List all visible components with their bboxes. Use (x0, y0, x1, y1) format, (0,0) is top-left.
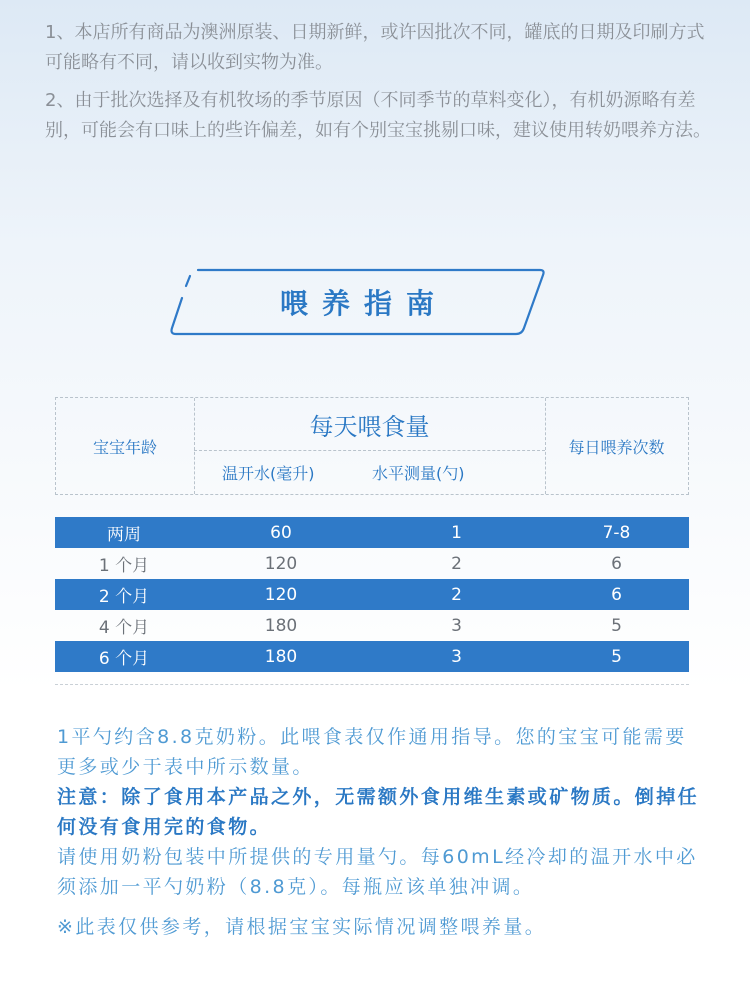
table-body (55, 517, 689, 672)
cell-water: 120 (264, 584, 298, 605)
cell-age: 4 个月 (98, 618, 150, 638)
product-notes (45, 18, 715, 154)
cell-scoops: 2 (451, 553, 462, 574)
cell-times: 5 (611, 646, 622, 667)
note-2: 2、由于批次选择及有机牧场的季节原因（不同季节的草料变化），有机奶源略有差别，可能会有口味上的些许偏差，如有个别宝宝挑剔口味，建议使用转奶喂养方法。 (45, 90, 711, 141)
header-feeding-times: 每日喂养次数 (568, 437, 665, 457)
cell-scoops: 1 (451, 522, 462, 543)
cell-age: 1 个月 (98, 556, 150, 576)
table-row (55, 517, 689, 548)
cell-age: 两周 (107, 525, 141, 545)
cell-scoops: 2 (451, 584, 462, 605)
feeding-instructions (57, 722, 707, 942)
reference-note: ※此表仅供参考，请根据宝宝实际情况调整喂养量。 (57, 916, 547, 938)
cell-times: 5 (611, 615, 622, 636)
cell-water: 180 (264, 615, 298, 636)
warning-text: 注意：除了食用本产品之外，无需额外食用维生素或矿物质。倒掉任何没有食用完的食物。 (57, 786, 700, 838)
table-row (55, 641, 689, 672)
header-water: 温开水(毫升) (222, 463, 315, 483)
note-1: 1、本店所有商品为澳洲原装、日期新鲜，或许因批次不同，罐底的日期及印刷方式可能略有不同，请以收到实物为准。 (45, 22, 705, 73)
cell-scoops: 3 (451, 646, 462, 667)
cell-water: 120 (264, 553, 298, 574)
cell-times: 7-8 (602, 522, 631, 543)
cell-water: 60 (270, 522, 292, 543)
table-row (55, 548, 689, 579)
feeding-guide-banner (168, 268, 546, 336)
header-age: 宝宝年龄 (56, 398, 195, 494)
divider (55, 684, 689, 685)
preparation-instruction: 请使用奶粉包装中所提供的专用量勺。每60mL经冷却的温开水中必须添加一平勺奶粉（8.8克）。每瓶应该单独冲调。 (57, 846, 698, 898)
header-daily-group (194, 398, 546, 494)
header-daily-amount: 每天喂食量 (194, 398, 545, 451)
table-row (55, 579, 689, 610)
cell-times: 6 (611, 584, 622, 605)
table-header (55, 397, 689, 495)
cell-age: 2 个月 (98, 587, 150, 607)
cell-water: 180 (264, 646, 298, 667)
cell-age: 6 个月 (98, 649, 150, 669)
header-scoop: 水平测量(勺) (372, 463, 465, 483)
scoop-info: 1平勺约含8.8克奶粉。此喂食表仅作通用指导。您的宝宝可能需要更多或少于表中所示数量。 (57, 726, 687, 778)
banner-title: 喂养指南 (279, 287, 448, 320)
cell-scoops: 3 (451, 615, 462, 636)
cell-times: 6 (611, 553, 622, 574)
table-row (55, 610, 689, 641)
